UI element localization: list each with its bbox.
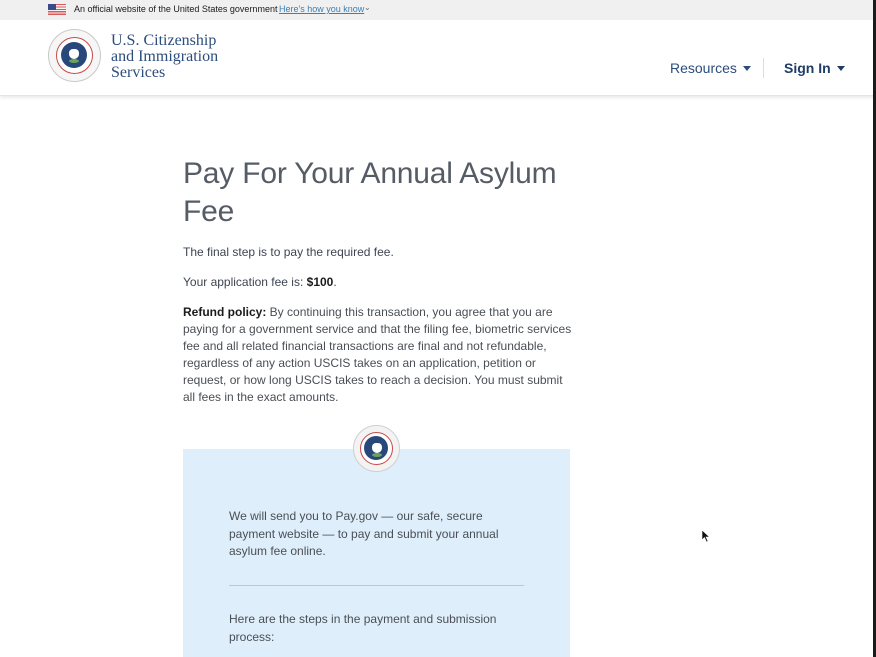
fee-suffix: .: [333, 275, 337, 289]
mouse-cursor-icon: [701, 529, 711, 543]
heres-how-you-know-link[interactable]: Here's how you know: [279, 4, 365, 14]
card-divider: [229, 585, 524, 586]
gov-banner-text: An official website of the United States government: [74, 4, 278, 14]
refund-policy-label: Refund policy:: [183, 305, 267, 319]
fee-amount: $100: [306, 275, 334, 289]
caret-down-icon: [743, 66, 751, 71]
dhs-seal-icon[interactable]: [48, 29, 101, 82]
chevron-down-icon[interactable]: ⌄: [364, 3, 371, 12]
resources-menu-button[interactable]: [670, 60, 751, 76]
us-flag-icon: [48, 4, 66, 15]
main-content: [183, 155, 573, 406]
sign-in-label: Sign In: [784, 60, 831, 76]
dhs-seal-icon: [353, 425, 400, 472]
brand-line-2: and Immigration: [111, 48, 219, 65]
refund-policy-text: [183, 304, 576, 406]
intro-text: The final step is to pay the required fee.: [183, 245, 394, 259]
sign-in-menu-button[interactable]: [784, 60, 845, 76]
brand-line-3: Services: [111, 64, 166, 81]
caret-down-icon: [837, 66, 845, 71]
official-gov-banner: [0, 0, 876, 20]
application-fee-text: [183, 274, 573, 290]
uscis-logo-link[interactable]: [111, 33, 218, 81]
payment-steps-intro: Here are the steps in the payment and submission process:: [229, 612, 497, 644]
fee-label: Your application fee is:: [183, 275, 307, 289]
paygov-redirect-text: We will send you to Pay.gov — our safe, secure payment website — to pay and submit your annual asylum fee online.: [229, 509, 499, 558]
refund-policy-body: By continuing this transaction, you agree that you are paying for a government service and that the filing fee, biometric services fee and all related financial transactions are final and not refundable, regardless of any action USCIS takes on an application, petition or request, or how long USCIS takes to reach a decision. You must submit all fees in the exact amounts.: [183, 305, 572, 404]
brand-line-1: U.S. Citizenship: [111, 32, 217, 49]
resources-label: Resources: [670, 60, 737, 76]
page-title: Pay For Your Annual Asylum Fee: [183, 157, 557, 228]
nav-divider: [763, 58, 764, 78]
